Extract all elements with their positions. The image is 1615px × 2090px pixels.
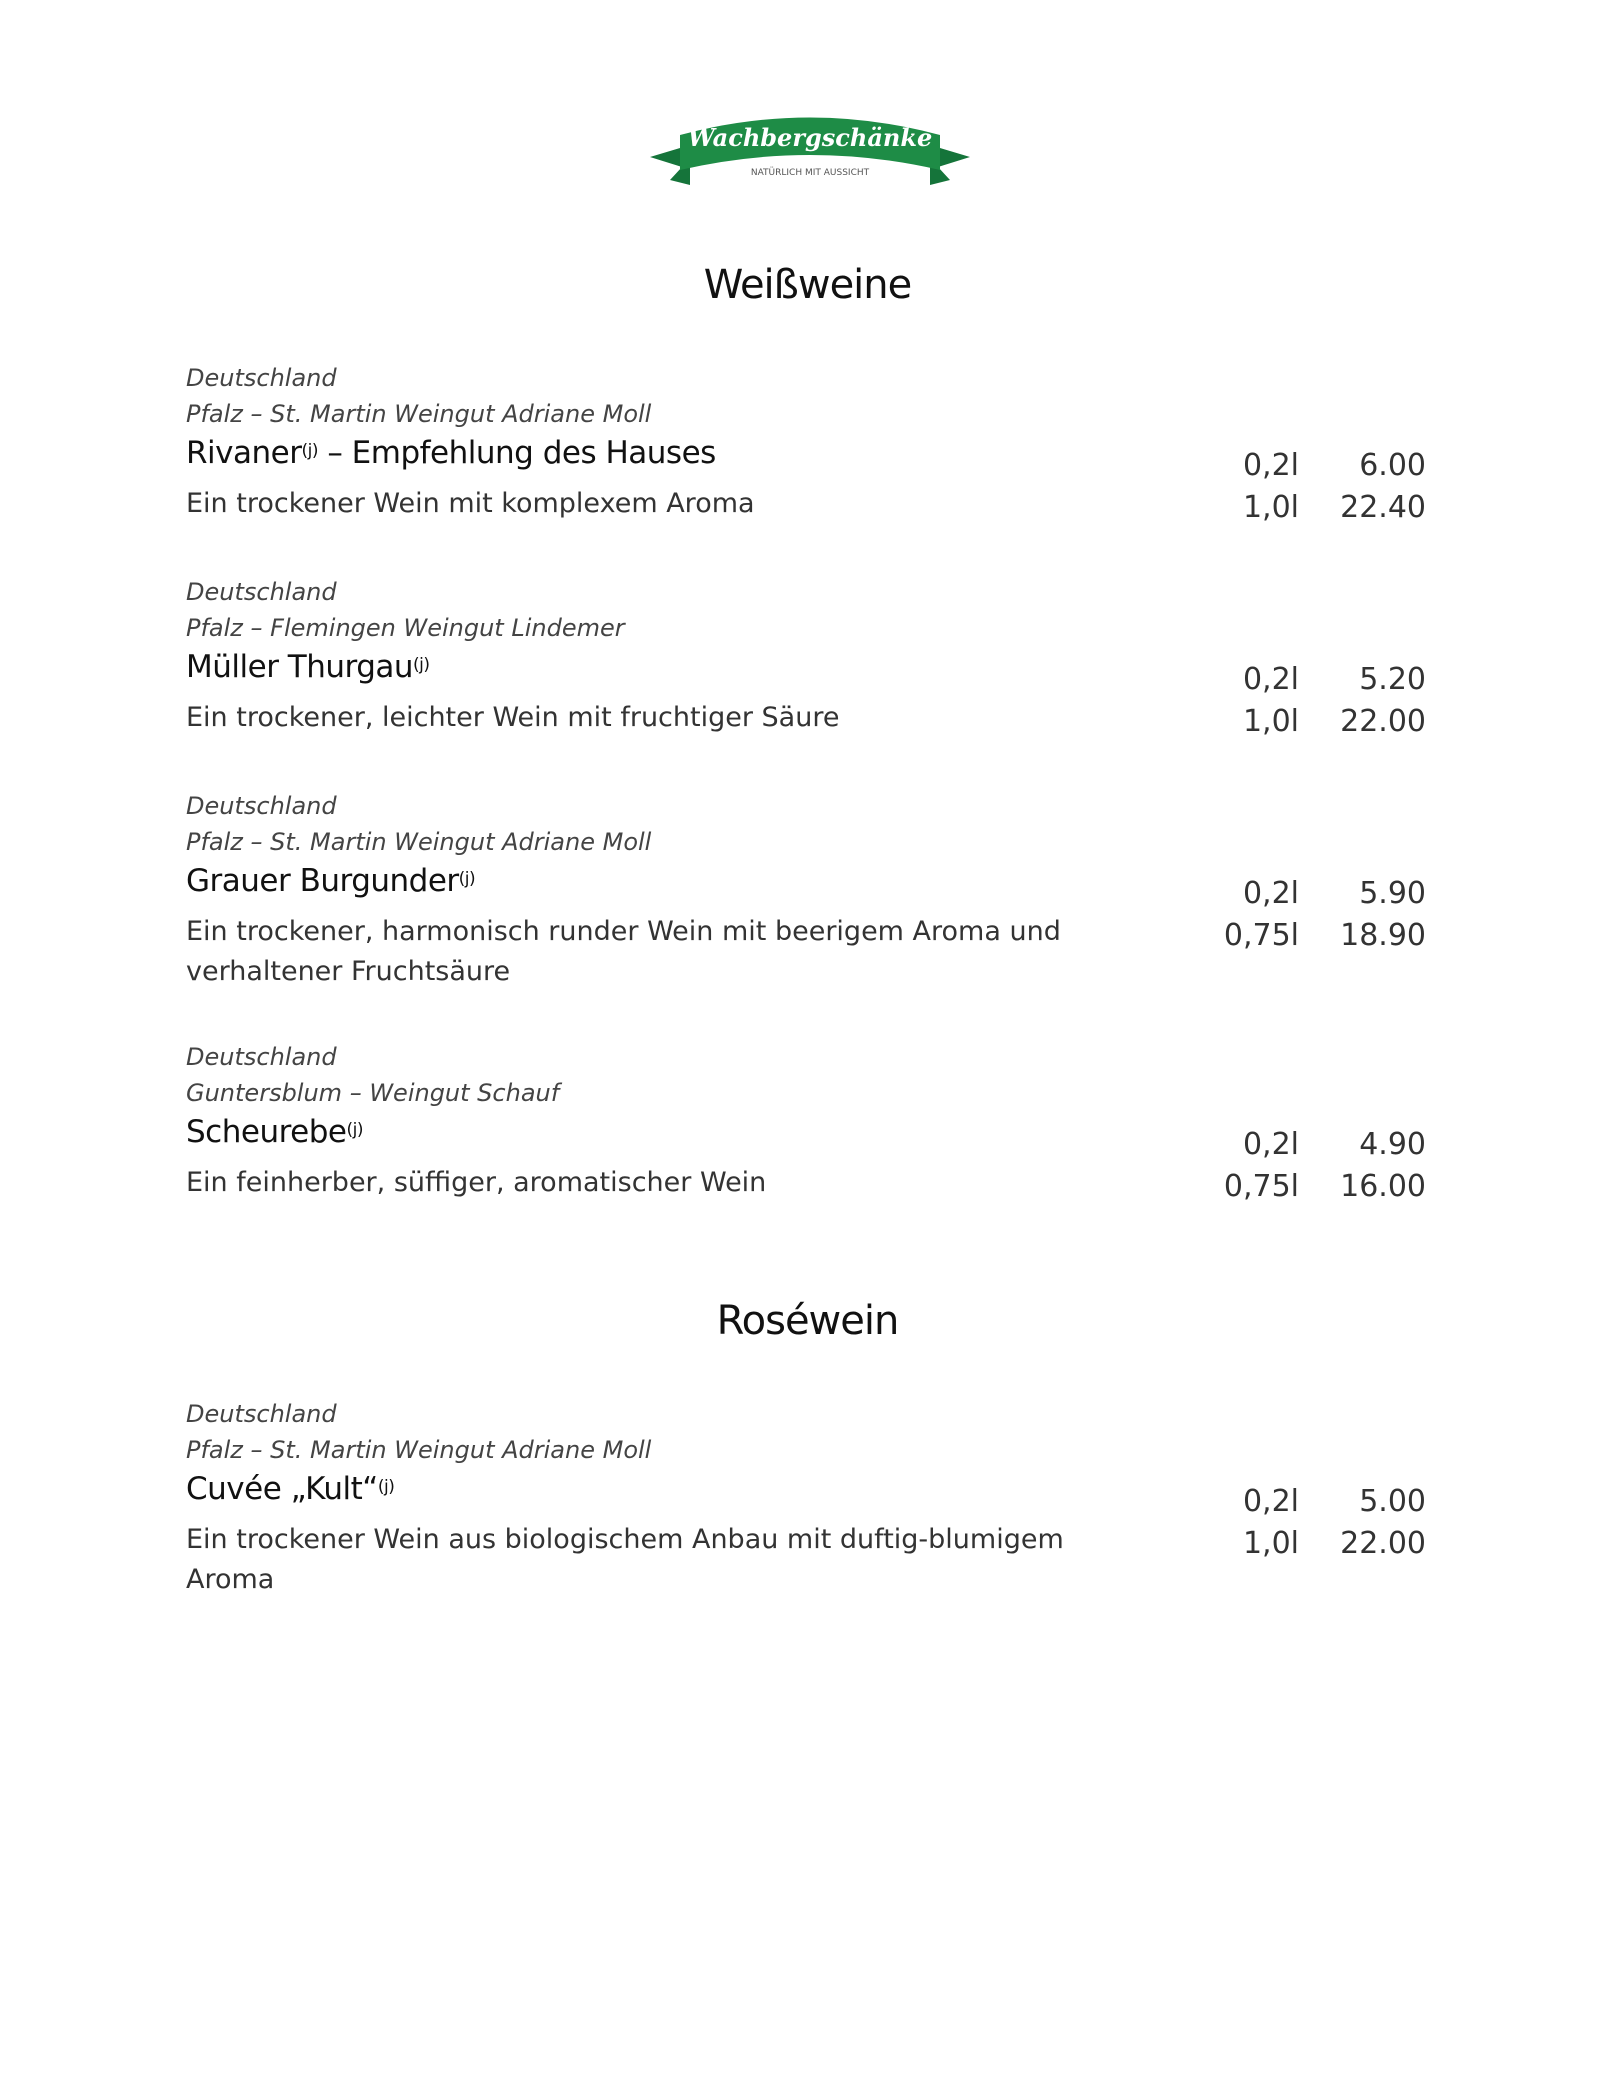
wine-entry xyxy=(186,788,1426,992)
wine-description: Ein trockener, leichter Wein mit fruchtiger Säure xyxy=(186,702,840,733)
price-amount: 18.90 xyxy=(1340,918,1426,953)
wine-description: Ein trockener, harmonisch runder Wein mit beerigem Aroma und verhaltener Fruchtsäure xyxy=(186,916,1061,987)
price-row xyxy=(1176,448,1426,490)
wine-name: Cuvée „Kult“$^{(j)}$ xyxy=(186,1471,395,1507)
wine-country: Deutschland xyxy=(186,792,337,820)
wine-description: Ein trockener Wein mit komplexem Aroma xyxy=(186,488,755,519)
wine-country: Deutschland xyxy=(186,364,337,392)
price-row xyxy=(1176,490,1426,532)
price-volume: 1,0l xyxy=(1242,490,1299,525)
wine-entry xyxy=(186,1039,1426,1203)
wachbergschaenke-logo xyxy=(640,105,980,205)
price-row xyxy=(1176,1484,1426,1526)
price-amount: 5.20 xyxy=(1359,662,1426,697)
price-row xyxy=(1176,918,1426,960)
price-volume: 0,2l xyxy=(1242,1127,1299,1162)
wine-prices xyxy=(1176,448,1426,532)
wine-region: Pfalz – St. Martin Weingut Adriane Moll xyxy=(186,400,652,428)
price-amount: 16.00 xyxy=(1340,1169,1426,1204)
wine-entry xyxy=(186,1396,1426,1600)
price-volume: 0,75l xyxy=(1223,1169,1299,1204)
wine-prices xyxy=(1176,876,1426,960)
price-volume: 0,2l xyxy=(1242,876,1299,911)
wine-entry xyxy=(186,360,1426,524)
price-volume: 0,2l xyxy=(1242,448,1299,483)
price-row xyxy=(1176,876,1426,918)
wine-name: Scheurebe$^{(j)}$ xyxy=(186,1114,363,1150)
logo-tagline: NATÜRLICH MIT AUSSICHT xyxy=(750,168,870,178)
wine-country: Deutschland xyxy=(186,1043,337,1071)
price-volume: 1,0l xyxy=(1242,704,1299,739)
price-volume: 1,0l xyxy=(1242,1526,1299,1561)
price-row xyxy=(1176,1169,1426,1211)
wine-region: Guntersblum – Weingut Schauf xyxy=(186,1079,560,1107)
wine-description: Ein feinherber, süffiger, aromatischer Wein xyxy=(186,1167,767,1198)
price-amount: 5.00 xyxy=(1359,1484,1426,1519)
price-amount: 4.90 xyxy=(1359,1127,1426,1162)
section-title-weissweine: Weißweine xyxy=(703,262,912,308)
price-amount: 22.00 xyxy=(1340,704,1426,739)
wine-country: Deutschland xyxy=(186,578,337,606)
wine-prices xyxy=(1176,662,1426,746)
wine-entry xyxy=(186,574,1426,738)
wine-prices xyxy=(1176,1127,1426,1211)
wine-region: Pfalz – St. Martin Weingut Adriane Moll xyxy=(186,828,652,856)
price-row xyxy=(1176,1127,1426,1169)
price-amount: 22.40 xyxy=(1340,490,1426,525)
wine-name: Müller Thurgau$^{(j)}$ xyxy=(186,649,430,685)
logo-name: Wachbergschänke xyxy=(687,123,933,152)
price-volume: 0,2l xyxy=(1242,1484,1299,1519)
wine-prices xyxy=(1176,1484,1426,1568)
section-title-rosewein: Roséwein xyxy=(716,1298,899,1344)
price-amount: 22.00 xyxy=(1340,1526,1426,1561)
wine-name: Grauer Burgunder$^{(j)}$ xyxy=(186,863,476,899)
wine-name: Rivaner$^{(j)}$ – Empfehlung des Hauses xyxy=(186,435,716,471)
price-volume: 0,75l xyxy=(1223,918,1299,953)
price-row xyxy=(1176,704,1426,746)
price-row xyxy=(1176,662,1426,704)
price-volume: 0,2l xyxy=(1242,662,1299,697)
wine-country: Deutschland xyxy=(186,1400,337,1428)
price-row xyxy=(1176,1526,1426,1568)
wine-description: Ein trockener Wein aus biologischem Anbau mit duftig-blumigem Aroma xyxy=(186,1524,1064,1595)
wine-region: Pfalz – Flemingen Weingut Lindemer xyxy=(186,614,625,642)
wine-region: Pfalz – St. Martin Weingut Adriane Moll xyxy=(186,1436,652,1464)
price-amount: 5.90 xyxy=(1359,876,1426,911)
price-amount: 6.00 xyxy=(1359,448,1426,483)
